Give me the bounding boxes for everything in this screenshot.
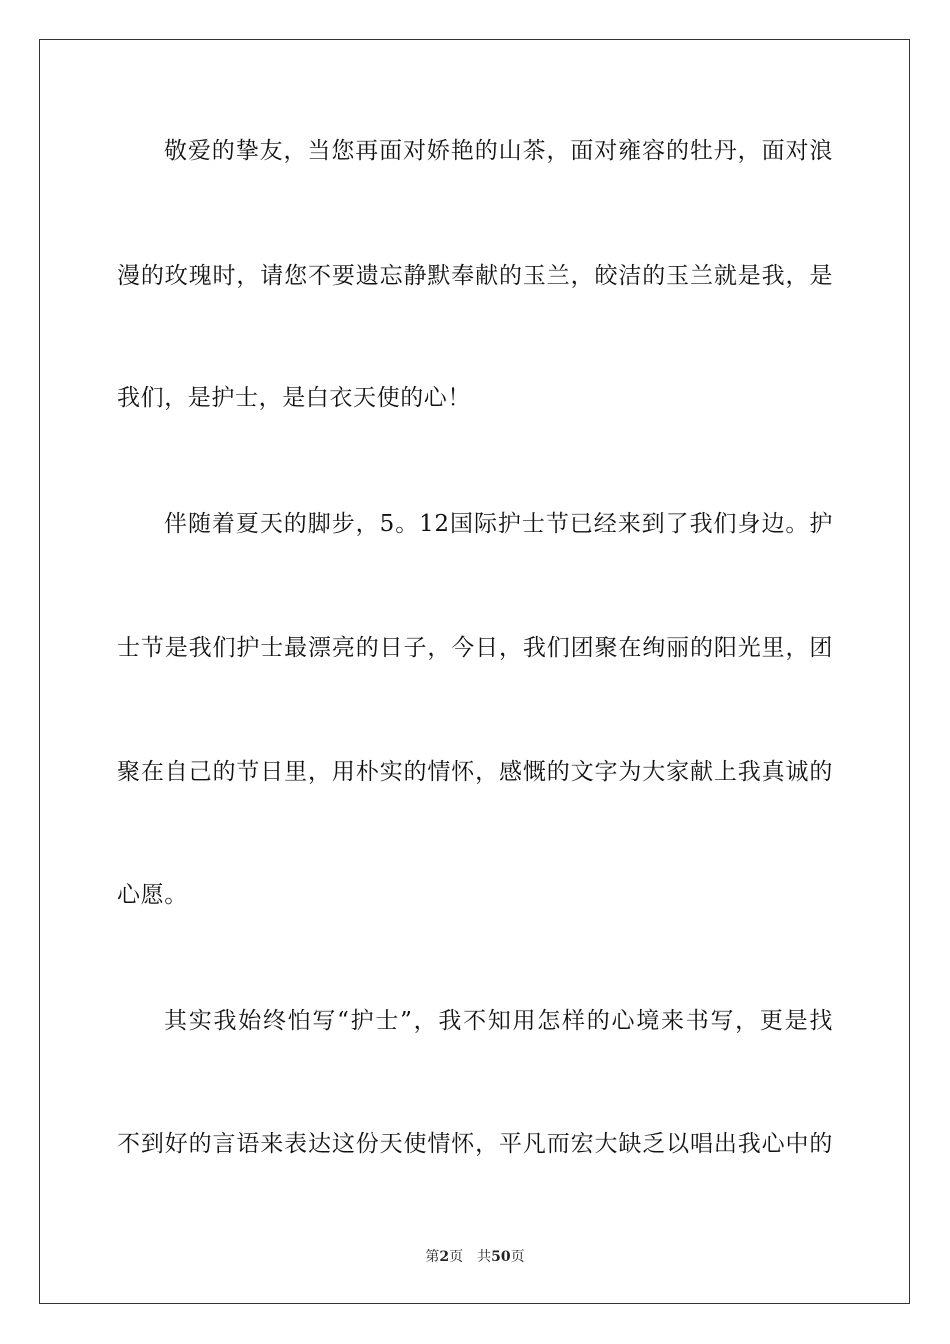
total-suffix: 页 (510, 1249, 525, 1265)
paragraph-2-line-2: 士节是我们护士最漂亮的日子，今日，我们团聚在绚丽的阳光里，团 (117, 635, 833, 661)
total-pages: 50 (491, 1249, 511, 1265)
paragraph-1-line-2: 漫的玫瑰时，请您不要遗忘静默奉献的玉兰，皎洁的玉兰就是我，是 (117, 263, 833, 289)
page-frame (39, 39, 910, 1304)
paragraph-3-line-2: 不到好的言语来表达这份天使情怀，平凡而宏大缺乏以唱出我心中的 (117, 1131, 833, 1157)
page-number: 2 (439, 1249, 450, 1265)
paragraph-3-line-1: 其实我始终怕写“护士”，我不知用怎样的心境来书写，更是找 (164, 1008, 833, 1034)
page-suffix: 页 (449, 1249, 464, 1265)
paragraph-1-line-1: 敬爱的挚友，当您再面对娇艳的山茶，面对雍容的牡丹，面对浪 (164, 138, 833, 164)
paragraph-2-line-3: 聚在自己的节日里，用朴实的情怀，感慨的文字为大家献上我真诚的 (117, 759, 833, 785)
paragraph-2-line-4: 心愿。 (117, 882, 188, 908)
paragraph-2-line-1: 伴随着夏天的脚步，5。12国际护士节已经来到了我们身边。护 (164, 511, 833, 537)
paragraph-1-line-3: 我们，是护士，是白衣天使的心！ (117, 385, 471, 411)
page-footer (0, 1248, 950, 1266)
page-prefix: 第 (425, 1249, 440, 1265)
total-prefix: 共 (477, 1249, 492, 1265)
